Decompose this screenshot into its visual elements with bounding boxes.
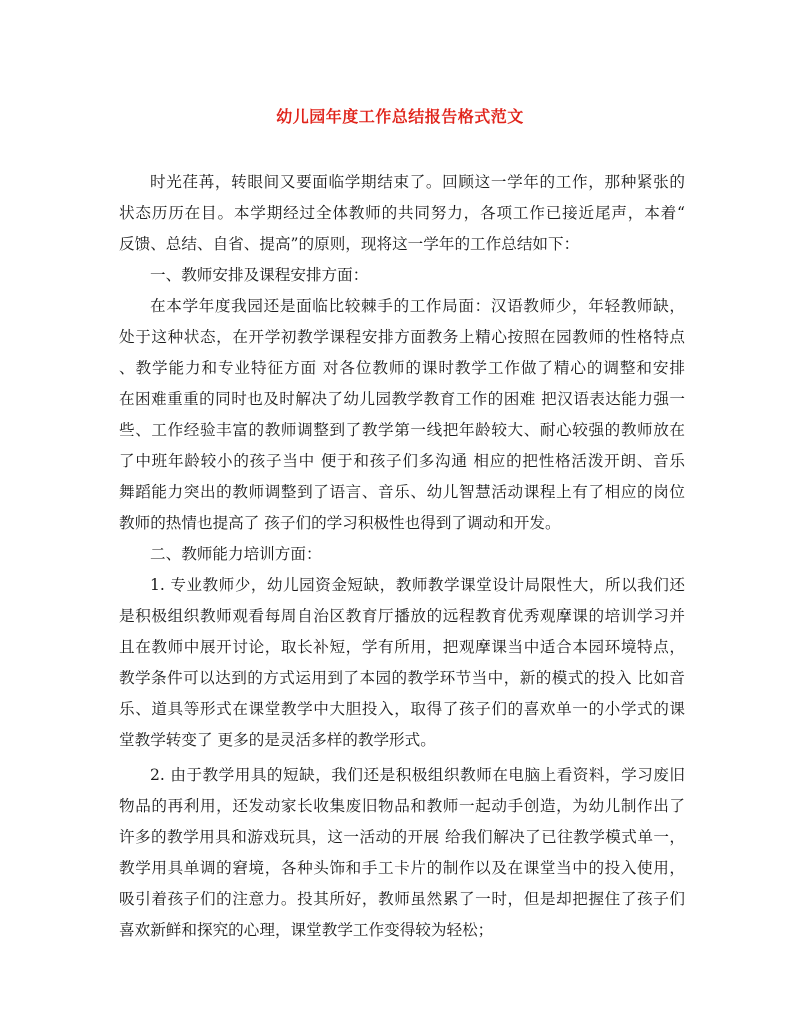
paragraph-line: 且在教师中展开讨论，取长补短，学有所用，把观摩课当中适合本园环境特点，	[119, 638, 685, 656]
paragraph-line: 是积极组织教师观看每周自治区教育厅播放的远程教育优秀观摩课的培训学习并	[119, 607, 685, 625]
paragraph-line: 舞蹈能力突出的教师调整到了语言、音乐、幼儿智慧活动课程上有了相应的岗位	[119, 483, 685, 501]
paragraph-line: 堂教学转变了 更多的是灵活多样的教学形式。	[119, 731, 436, 749]
paragraph-line: 吸引着孩子们的注意力。投其所好，教师虽然累了一时，但是却把握住了孩子们	[119, 890, 685, 908]
paragraph-line: 物品的再利用，还发动家长收集废旧物品和教师一起动手创造，为幼儿制作出了	[119, 797, 685, 815]
paragraph-line: 许多的教学用具和游戏玩具，这一活动的开展 给我们解决了已往教学模式单一，	[119, 828, 685, 846]
paragraph-line: 在本学年度我园还是面临比较棘手的工作局面：汉语教师少，年轻教师缺，	[150, 297, 685, 315]
paragraph-line: 教学用具单调的窘境，各种头饰和手工卡片的制作以及在课堂当中的投入使用，	[119, 859, 685, 877]
document-title: 幼儿园年度工作总结报告格式范文	[276, 107, 524, 126]
paragraph-line: 处于这种状态，在开学初教学课程安排方面教务上精心按照在园教师的性格特点	[119, 328, 685, 346]
paragraph-line: 教师的热情也提高了 孩子们的学习积极性也得到了调动和开发。	[119, 514, 561, 532]
paragraph-line: 乐、道具等形式在课堂教学中大胆投入，取得了孩子们的喜欢单一的小学式的课	[119, 700, 685, 718]
paragraph-line: 在困难重重的同时也及时解决了幼儿园教学教育工作的困难 把汉语表达能力强一	[119, 390, 685, 408]
paragraph-line: 状态历历在目。本学期经过全体教师的共同努力，各项工作已接近尾声，本着“	[119, 204, 685, 222]
paragraph-line: 时光荏苒，转眼间又要面临学期结束了。回顾这一学年的工作，那种紧张的	[150, 173, 685, 191]
paragraph-line: 些、工作经验丰富的教师调整到了教学第一线把年龄较大、耐心较强的教师放在	[119, 421, 685, 439]
paragraph-line: 、教学能力和专业特征方面 对各位教师的课时教学工作做了精心的调整和安排	[119, 359, 685, 377]
paragraph-line: 2. 由于教学用具的短缺，我们还是积极组织教师在电脑上看资料，学习废旧	[150, 766, 685, 784]
paragraph-line: 喜欢新鲜和探究的心理，课堂教学工作变得较为轻松；	[119, 921, 494, 939]
section-heading: 一、教师安排及课程安排方面：	[150, 266, 369, 284]
paragraph-line: 反馈、总结、自省、提高”的原则，现将这一学年的工作总结如下：	[119, 235, 580, 253]
paragraph-line: 了中班年龄较小的孩子当中 便于和孩子们多沟通 相应的把性格活泼开朗、音乐	[119, 452, 685, 470]
paragraph-line: 1. 专业教师少，幼儿园资金短缺，教师教学课堂设计局限性大，所以我们还	[150, 576, 685, 594]
paragraph-line: 教学条件可以达到的方式运用到了本园的教学环节当中，新的模式的投入 比如音	[119, 669, 685, 687]
section-heading: 二、教师能力培训方面：	[150, 545, 322, 563]
